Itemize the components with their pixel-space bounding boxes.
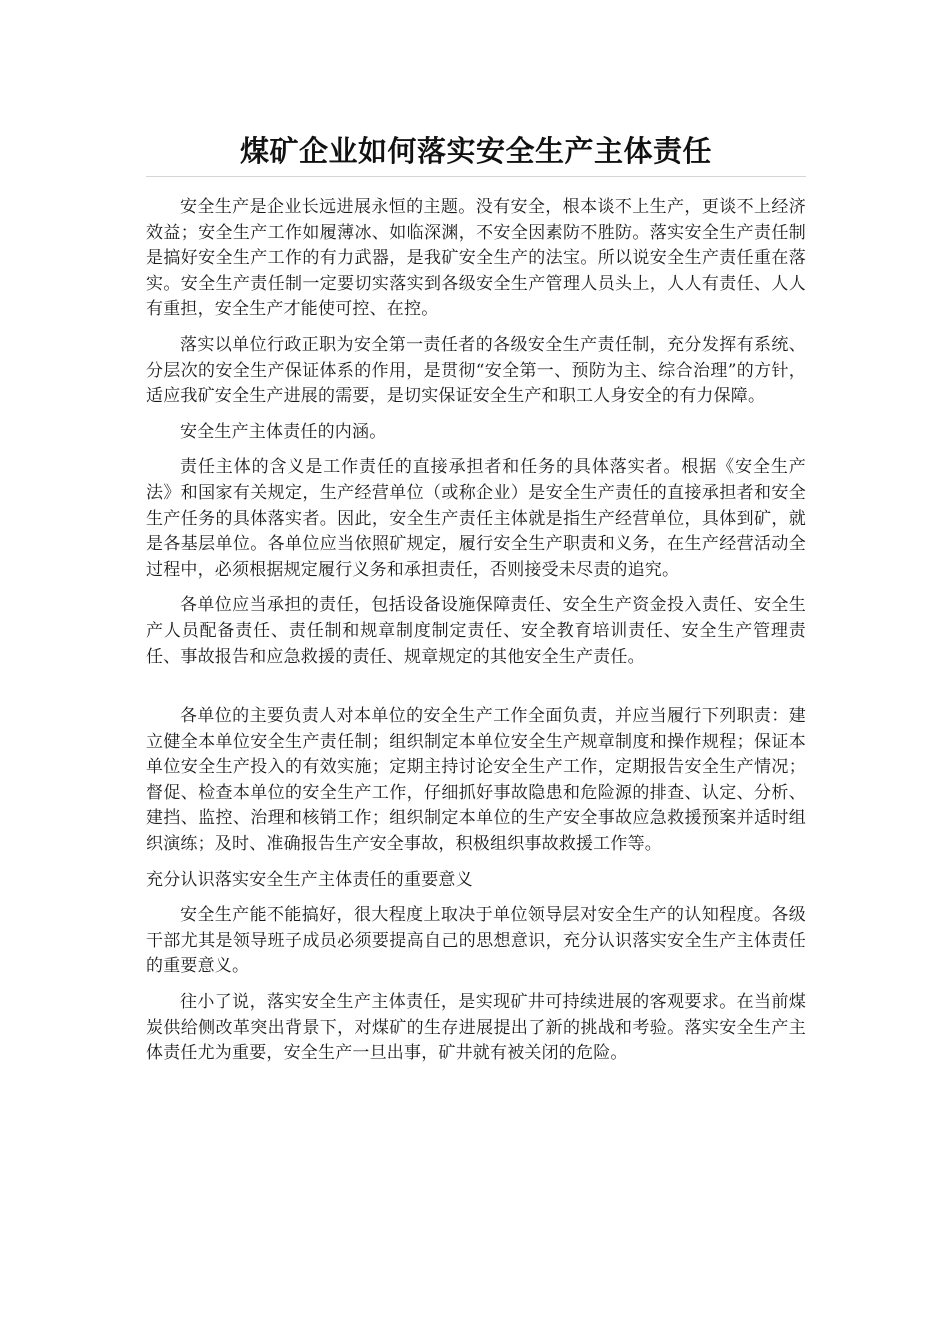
section-heading-significance: 充分认识落实安全生产主体责任的重要意义: [146, 869, 473, 890]
document-title: 煤矿企业如何落实安全生产主体责任: [239, 134, 712, 168]
paragraph-subject-meaning: 责任主体的含义是工作责任的直接承担者和任务的具体落实者。根据《安全生产法》和国家有关规定，生产经营单位（或称企业）是安全生产责任的直接承担者和安全生产任务的具体落实者。因此，安全生产责任主体就是指生产经营单位，具体到矿，就是各基层单位。各单位应当依照矿规定，履行安全生产职责和义务，在生产经营活动全过程中，必须根据规定履行义务和承担责任，否则接受未尽责的追究。: [146, 457, 806, 580]
paragraph-connotation: 安全生产主体责任的内涵。: [180, 421, 387, 442]
paragraph-responsibility-system: 落实以单位行政正职为安全第一责任者的各级安全生产责任制，充分发挥有系统、分层次的安全生产保证体系的作用，是贯彻“安全第一、预防为主、综合治理”的方针，适应我矿安全生产进展的需要，是切实保证安全生产和职工人身安全的有力保障。: [146, 334, 806, 407]
paragraph-awareness: 安全生产能不能搞好，很大程度上取决于单位领导层对安全生产的认知程度。各级干部尤其是领导班子成员必须要提高自己的思想意识，充分认识落实安全生产主体责任的重要意义。: [146, 905, 806, 977]
paragraph-sustainable: 往小了说，落实安全生产主体责任，是实现矿井可持续进展的客观要求。在当前煤炭供给侧改革突出背景下，对煤矿的生存进展提出了新的挑战和考验。落实安全生产主体责任尤为重要，安全生产一旦出事，矿井就有被关闭的危险。: [146, 992, 806, 1064]
document-page: [146, 0, 806, 1077]
title-divider: [146, 176, 806, 177]
paragraph-intro: 安全生产是企业长远进展永恒的主题。没有安全，根本谈不上生产，更谈不上经济效益；安全生产工作如履薄冰、如临深渊，不安全因素防不胜防。落实安全生产责任制是搞好安全生产工作的有力武器，是我矿安全生产的法宝。所以说安全生产责任重在落实。安全生产责任制一定要切实落实到各级安全生产管理人员头上，人人有责任、人人有重担，安全生产才能使可控、在控。: [146, 197, 806, 320]
paragraph-leader-duties: 各单位的主要负责人对本单位的安全生产工作全面负责，并应当履行下列职责：建立健全本单位安全生产责任制；组织制定本单位安全生产规章制度和操作规程；保证本单位安全生产投入的有效实施；定期主持讨论安全生产工作，定期报告安全生产情况；督促、检查本单位的安全生产工作，仔细抓好事故隐患和危险源的排查、认定、分析、建挡、监控、治理和核销工作；组织制定本单位的生产安全事故应急救援预案并适时组织演练；及时、准确报告生产安全事故，积极组织事故救援工作等。: [146, 706, 806, 855]
paragraph-unit-duties: 各单位应当承担的责任，包括设备设施保障责任、安全生产资金投入责任、安全生产人员配备责任、责任制和规章制度制定责任、安全教育培训责任、安全生产管理责任、事故报告和应急救援的责任、规章规定的其他安全生产责任。: [146, 595, 806, 667]
